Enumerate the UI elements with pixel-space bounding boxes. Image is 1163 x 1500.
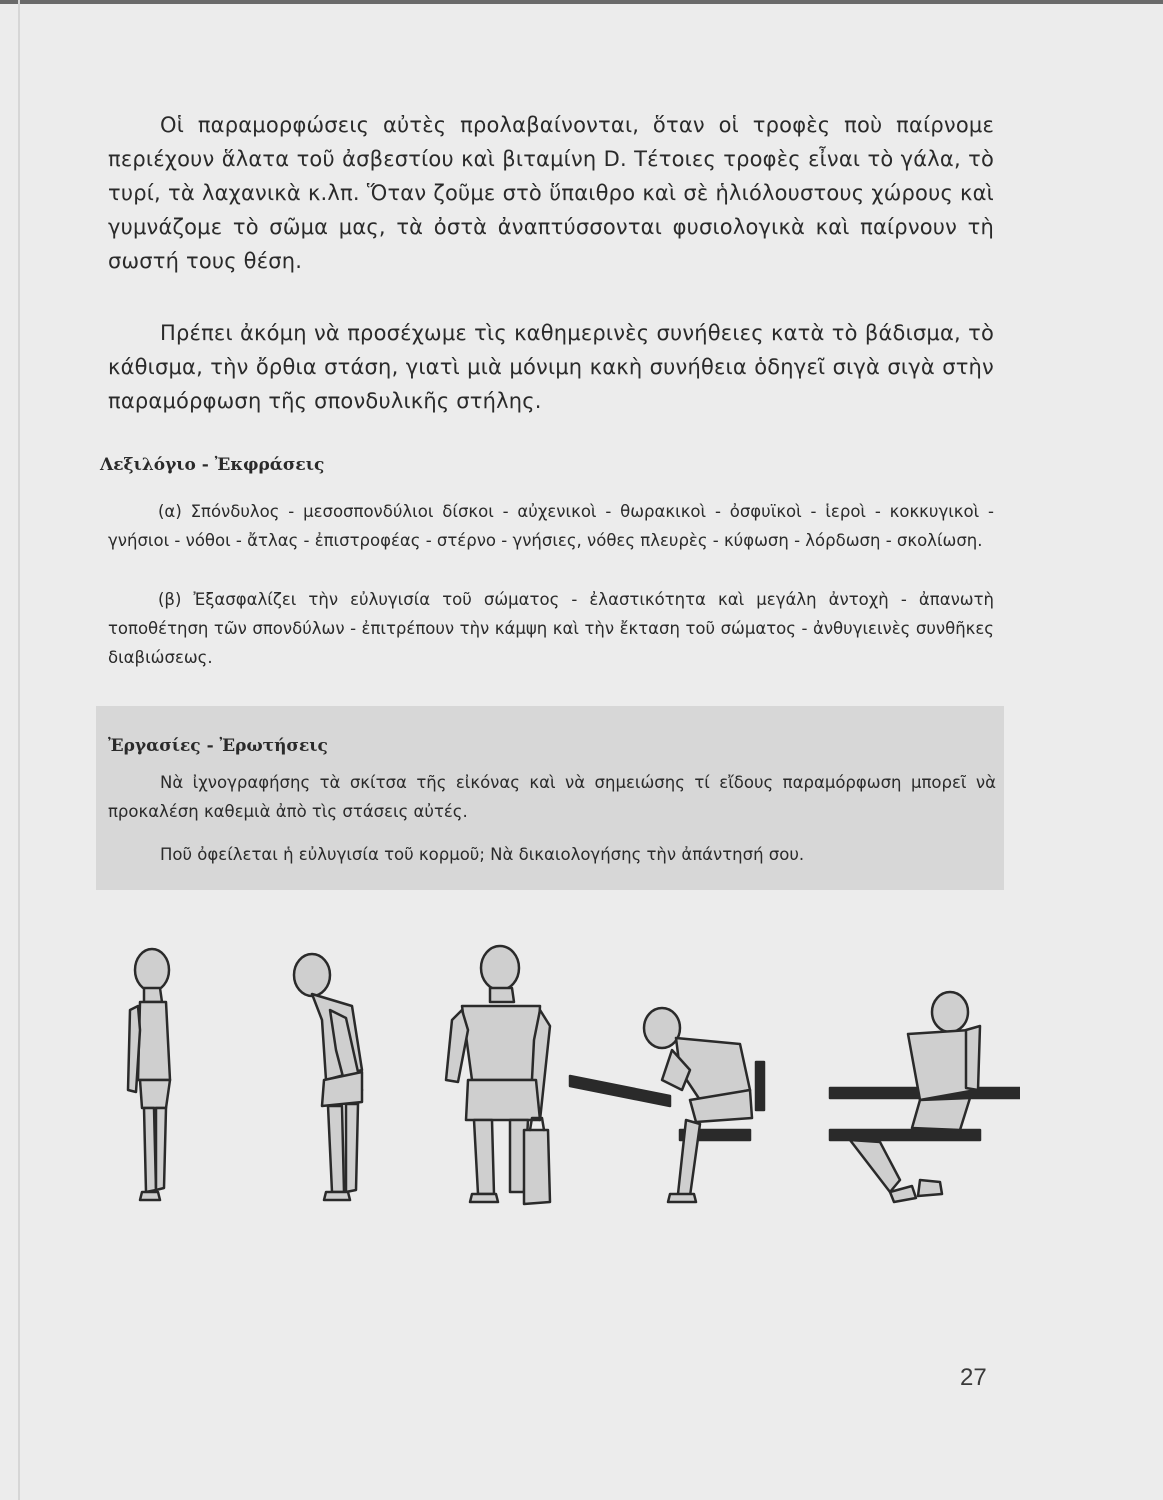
figure-slumped-behind-desk xyxy=(830,992,1020,1202)
exercise-question-2 xyxy=(108,840,996,869)
body-paragraph-2 xyxy=(108,316,994,418)
vocabulary-item-b xyxy=(108,585,994,672)
posture-illustrations xyxy=(100,930,1020,1220)
exercise-question-2-text: Ποῦ ὀφείλεται ἡ εὐλυγισία τοῦ κορμοῦ; Νὰ δικαιολογήσης τὴν ἀπάντησή σου. xyxy=(160,845,805,864)
figure-slouched-standing xyxy=(294,954,362,1200)
vocabulary-heading: Λεξιλόγιο - Ἐκφράσεις xyxy=(100,455,325,475)
vocabulary-item-a xyxy=(108,497,994,555)
exercises-box xyxy=(96,706,1004,890)
page-number: 27 xyxy=(960,1364,987,1391)
figure-standing-upright xyxy=(128,949,170,1200)
page-edge xyxy=(0,0,1163,4)
figure-hunched-at-desk xyxy=(570,1008,764,1202)
exercise-question-1-text: Νὰ ἰχνογραφήσης τὰ σκίτσα τῆς εἰκόνας καὶ νὰ σημειώσης τί εἴδους παραμόρφωση μπορεῖ νὰ προκαλέση καθεμιὰ ἀπὸ τὶς στάσεις αὐτές. xyxy=(108,773,996,821)
exercise-question-1 xyxy=(108,768,996,826)
vocabulary-item-a-text: (α) Σπόνδυλος - μεσοσπονδύλιοι δίσκοι - αὐχενικοὶ - θωρακικοὶ - ὀσφυϊκοὶ - ἱεροὶ - κοκκυγικοὶ - γνήσιοι - νόθοι - ἄτλας - ἐπιστροφέας - στέρνο - γνήσιες, νόθες πλευρὲς - κύφωση - λόρδωση - σκολίωση. xyxy=(108,502,994,550)
paragraph-2-text: Πρέπει ἀκόμη νὰ προσέχωμε τὶς καθημερινὲς συνήθειες κατὰ τὸ βάδισμα, τὸ κάθισμα, τὴν ὄρθια στάση, γιατὶ μιὰ μόνιμη κακὴ συνήθεια ὁδηγεῖ σιγὰ σιγὰ στὴν παραμόρφωση τῆς σπονδυλικῆς στήλης. xyxy=(108,321,994,413)
exercises-heading: Ἐργασίες - Ἐρωτήσεις xyxy=(108,736,328,756)
body-paragraph-1 xyxy=(108,108,994,278)
paragraph-1-text: Οἱ παραμορφώσεις αὐτὲς προλαβαίνονται, ὅταν οἱ τροφὲς ποὺ παίρνομε περιέχουν ἅλατα τοῦ ἀσβεστίου καὶ βιταμίνη D. Τέτοιες τροφὲς εἶναι τὸ γάλα, τὸ τυρί, τὰ λαχανικὰ κ.λπ. Ὅταν ζοῦμε στὸ ὕπαιθρο καὶ σὲ ἡλιόλουστους χώρους καὶ γυμνάζομε τὸ σῶμα μας, τὰ ὀστὰ ἀναπτύσσονται φυσιολογικὰ καὶ παίρνουν τὴ σωστή τους θέση. xyxy=(108,113,994,273)
page-gutter xyxy=(18,0,20,1500)
vocabulary-item-b-text: (β) Ἐξασφαλίζει τὴν εὐλυγισία τοῦ σώματος - ἐλαστικότητα καὶ μεγάλη ἀντοχὴ - ἀπανωτὴ τοποθέτηση τῶν σπονδύλων - ἐπιτρέπουν τὴν κάμψη καὶ τὴν ἔκταση τοῦ σώματος - ἀνθυγιεινὲς συνθῆκες διαβιώσεως. xyxy=(108,590,994,667)
figure-walking-with-bag xyxy=(446,946,550,1204)
